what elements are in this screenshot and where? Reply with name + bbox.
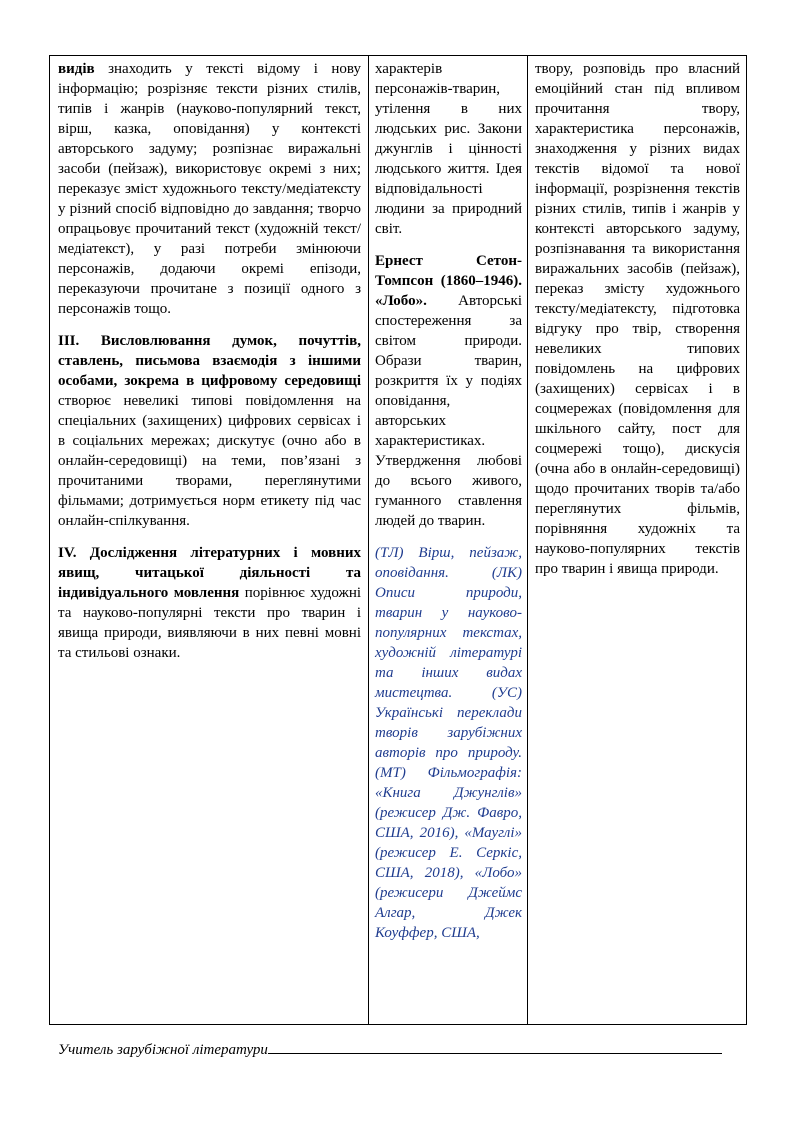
results-paragraph-2 bbox=[58, 331, 361, 531]
teacher-signature-line bbox=[58, 1039, 720, 1060]
section-4-heading: IV. Дослідження літературних і мовних явищ, читацької діяльності та індивідуального мовлення bbox=[58, 545, 361, 601]
cross-references-paragraph: (ТЛ) Вірш, пейзаж, оповідання. (ЛК) Описи природи, тварин у науково-популярних текстах, художній літературі та інших видах мистецтва. (УС) Українські переклади творів зарубіжних авторів про природу. (МТ) Фільмографія: «Книга Джунглів» (режисер Дж. Фавро, США, 2016), «Мауглі» (режисер Е. Серкіс, США, 2018), «Лобо» (режисери Джеймс Алгар, Джек Коуффер, США, bbox=[375, 545, 522, 941]
expected-results-cell bbox=[50, 56, 369, 1025]
signature-underline bbox=[268, 1039, 722, 1054]
results-paragraph-1 bbox=[58, 59, 361, 319]
curriculum-table bbox=[49, 55, 747, 1025]
results-paragraph-2-text: створює невеликі типові повідомлення на спеціальних (захищених) цифрових сервісах і в соціальних мережах; дискутує (очно або в онлайн-середовищі) на теми, пов’язані з прочитаними творами, переглянутими фільмами; дотримується норм етикету під час онлайн-спілкування. bbox=[58, 393, 361, 529]
teacher-label: Учитель зарубіжної літератури bbox=[58, 1042, 268, 1058]
activities-cell bbox=[528, 56, 747, 1025]
author-title-heading: Ернест Сетон-Томпсон (1860–1946). «Лобо». bbox=[375, 253, 522, 309]
content-cell bbox=[369, 56, 528, 1025]
results-paragraph-3 bbox=[58, 543, 361, 663]
activities-paragraph: твору, розповідь про власний емоційний стан під впливом прочитання твору, характеристика персонажів, знаходження у різних видах текстів відомої та нової інформації, розрізнення текстів різних стилів, типів і жанрів у контексті авторського задуму, розпізнавання та використання виражальних засобів (пейзаж), переказ змісту художнього тексту/медіатексту, підготовка відгуку про твір, створення невеликих типових повідомлень на цифрових (захищених) сервісах і в соцмережах (повідомлення для шкільного сайту, пост для соцмережі тощо), дискусія (очна або в онлайн-середовищі) щодо прочитаних творів та/або переглянутих фільмів, порівняння художніх та науково-популярних текстів про тварин і явища природи. bbox=[535, 61, 740, 577]
results-paragraph-1-lead: видів bbox=[58, 61, 95, 77]
content-paragraph-2-text: Авторські спостереження за світом природи. Образи тварин, розкриття їх у подіях оповідання, авторських характеристиках. Утвердження любові до всього живого, гуманного ставлення людей до тварин. bbox=[375, 293, 522, 529]
content-paragraph-2 bbox=[375, 251, 522, 531]
content-paragraph-1: характерів персонажів-тварин, утілення в них людських рис. Закони джунглів і цінності людського життя. Ідея відповідальності людини за природний світ. bbox=[375, 61, 522, 237]
section-3-heading: ІІІ. Висловлювання думок, почуттів, ставлень, письмова взаємодія з іншими особами, зокрема в цифровому середовищі bbox=[58, 333, 361, 389]
table-row bbox=[50, 56, 747, 1025]
results-paragraph-3-text: порівнює художні та науково-популярні тексти про тварин і явища природи, виявляючи в них певні мовні та стильові ознаки. bbox=[58, 585, 362, 661]
results-paragraph-1-text: знаходить у тексті відому і нову інформацію; розрізняє тексти різних стилів, типів і жанрів (науково-популярний текст, вірш, казка, оповідання) у контексті авторського задуму; розпізнає виражальні засоби (пейзаж), використовує окремі з них; переказує зміст художнього тексту/медіатексту у різний спосіб відповідно до завдання; творчо опрацьовує прочитаний текст (художній текст/медіатекст), у разі потреби змінюючи персонажів, додаючи окремі епізоди, переказуючи прочитане з позиції одного з персонажів тощо. bbox=[58, 61, 361, 317]
